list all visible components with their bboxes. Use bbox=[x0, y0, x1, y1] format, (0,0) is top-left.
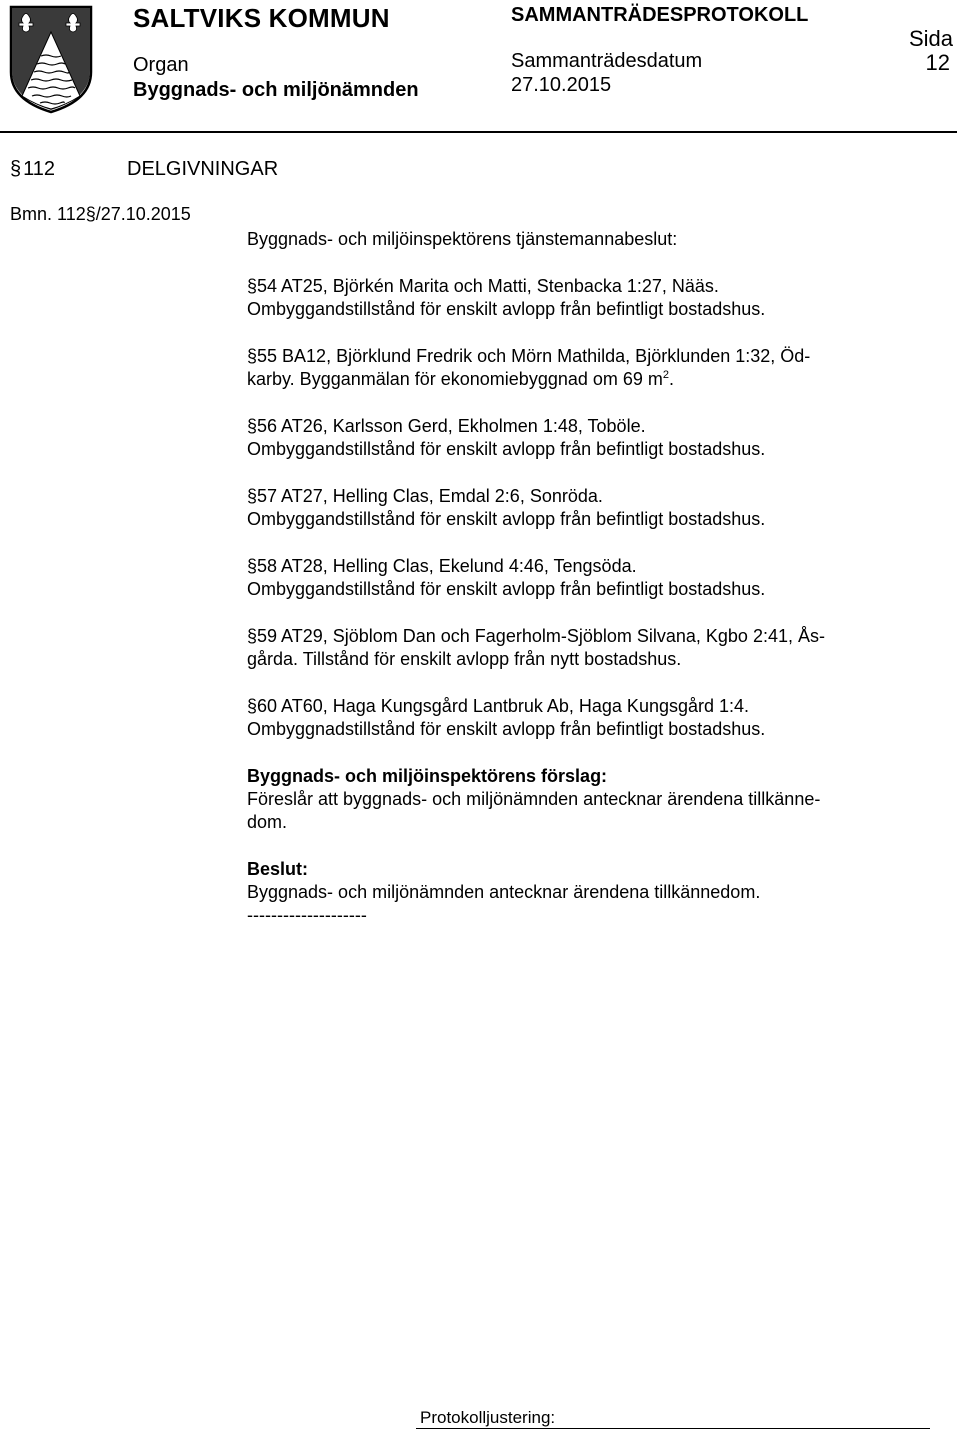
superscript: 2 bbox=[662, 369, 670, 381]
document-type: SAMMANTRÄDESPROTOKOLL bbox=[511, 4, 809, 26]
section-heading bbox=[10, 158, 279, 181]
decision-item bbox=[247, 555, 765, 601]
decision-line: Ombyggandstillstånd för enskilt avlopp från befintligt bostadshus. bbox=[247, 579, 766, 599]
intro-text bbox=[247, 228, 677, 251]
header-divider bbox=[0, 131, 957, 133]
meeting-date: 27.10.2015 bbox=[511, 74, 612, 96]
decision-line: Ombyggnadstillstånd för enskilt avlopp från befintligt bostadshus. bbox=[247, 719, 766, 739]
decision-item bbox=[247, 275, 765, 321]
section-reference: Bmn. 112§/27.10.2015 bbox=[10, 204, 191, 224]
decision-line: §56 AT26, Karlsson Gerd, Ekholmen 1:48, Toböle. bbox=[247, 416, 646, 436]
decision-heading: Beslut: bbox=[247, 859, 309, 879]
municipality-name: SALTVIKS KOMMUN bbox=[133, 3, 390, 33]
decision-item bbox=[247, 345, 810, 391]
decision-item bbox=[247, 625, 825, 671]
decision-block bbox=[247, 858, 760, 927]
decision-line: Ombyggandstillstånd för enskilt avlopp från befintligt bostadshus. bbox=[247, 509, 766, 529]
section-title: DELGIVNINGAR bbox=[127, 158, 279, 180]
proposal-block bbox=[247, 765, 820, 834]
meeting-date-label: Sammanträdesdatum bbox=[511, 50, 703, 72]
decision-line-end: . bbox=[669, 369, 675, 389]
proposal-line: dom. bbox=[247, 812, 288, 832]
separator-line: -------------------- bbox=[247, 905, 367, 925]
municipality-crest-logo bbox=[8, 4, 94, 114]
decision-line: §54 AT25, Björkén Marita och Matti, Stenbacka 1:27, Nääs. bbox=[247, 276, 719, 296]
decision-line: Ombyggandstillstånd för enskilt avlopp från befintligt bostadshus. bbox=[247, 439, 766, 459]
page-label: Sida bbox=[908, 26, 953, 51]
decision-item bbox=[247, 485, 765, 531]
decision-line: §59 AT29, Sjöblom Dan och Fagerholm-Sjöblom Silvana, Kgbo 2:41, Ås- bbox=[247, 626, 825, 646]
decision-line: §58 AT28, Helling Clas, Ekelund 4:46, Tengsöda. bbox=[247, 556, 637, 576]
decision-text: Byggnads- och miljönämnden antecknar ärendena tillkännedom. bbox=[247, 882, 761, 902]
decision-item bbox=[247, 415, 765, 461]
section-number: 112 bbox=[23, 158, 56, 180]
intro-line: Byggnads- och miljöinspektörens tjänstemannabeslut: bbox=[247, 229, 678, 249]
decision-line-text: karby. Bygganmälan för ekonomiebyggnad om 69 m bbox=[247, 369, 663, 389]
verification-label: Protokolljustering: bbox=[420, 1408, 556, 1427]
organ-label: Organ bbox=[133, 54, 189, 76]
decision-item bbox=[247, 695, 765, 741]
decision-line: gårda. Tillstånd för enskilt avlopp från nytt bostadshus. bbox=[247, 649, 682, 669]
decision-line bbox=[247, 368, 810, 391]
decision-line: §57 AT27, Helling Clas, Emdal 2:6, Sonröda. bbox=[247, 486, 603, 506]
proposal-heading: Byggnads- och miljöinspektörens förslag: bbox=[247, 766, 608, 786]
decision-line: §55 BA12, Björklund Fredrik och Mörn Mathilda, Björklunden 1:32, Öd- bbox=[247, 346, 811, 366]
decision-line: Ombyggandstillstånd för enskilt avlopp från befintligt bostadshus. bbox=[247, 299, 766, 319]
page-number: 12 bbox=[925, 50, 950, 75]
organ-name: Byggnads- och miljönämnden bbox=[133, 79, 419, 101]
decision-line: §60 AT60, Haga Kungsgård Lantbruk Ab, Haga Kungsgård 1:4. bbox=[247, 696, 750, 716]
verification-signature-line bbox=[416, 1428, 930, 1429]
section-symbol: § bbox=[10, 158, 22, 180]
proposal-line: Föreslår att byggnads- och miljönämnden antecknar ärendena tillkänne- bbox=[247, 789, 821, 809]
